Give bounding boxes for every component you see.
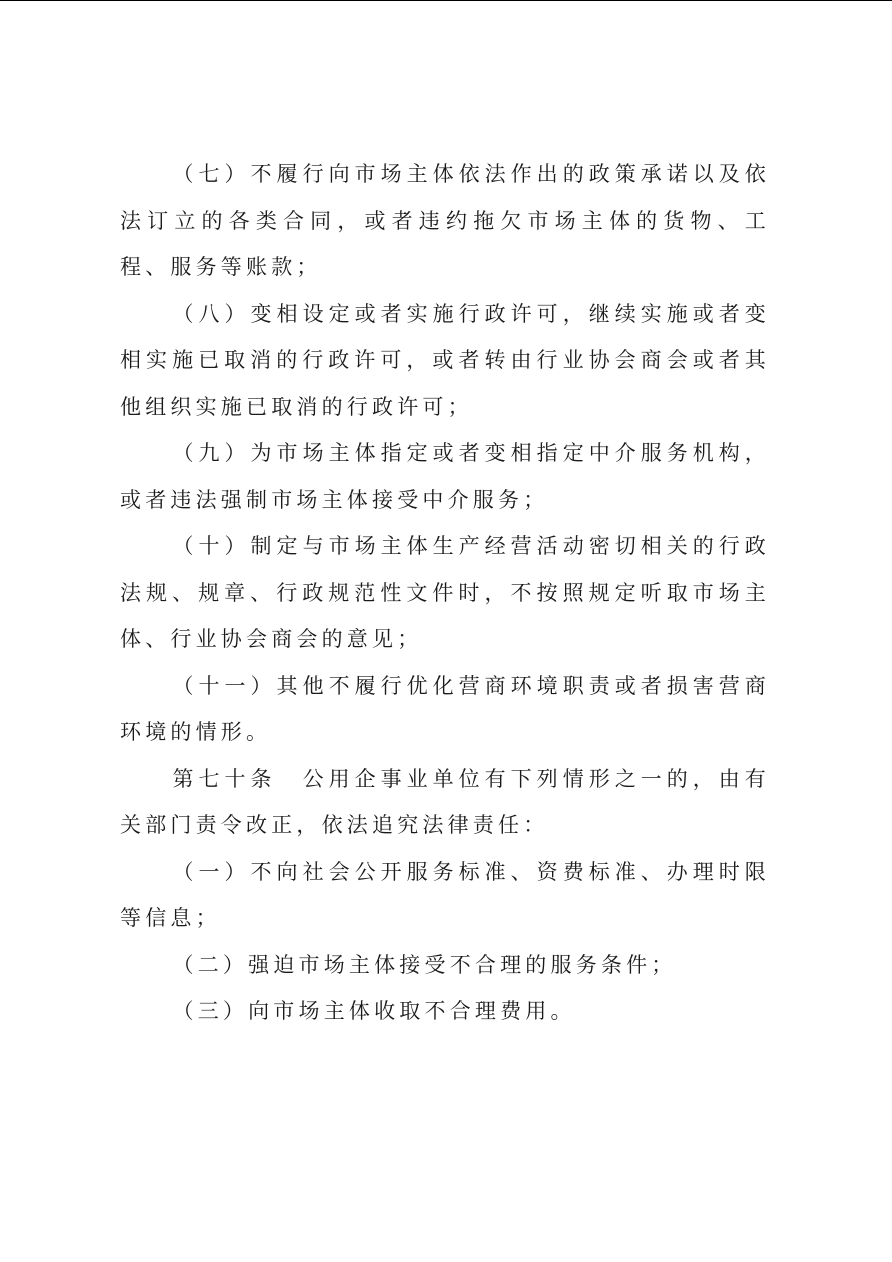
article-70-item-2: （二）强迫市场主体接受不合理的服务条件； (172, 952, 677, 977)
paragraph-item-11: （十一）其他不履行优化营商环境职责或者损害营商环境的情形。 (120, 673, 770, 744)
article-70-item-3: （三）向市场主体收取不合理费用。 (172, 999, 576, 1023)
paragraph-item-8: （八）变相设定或者实施行政许可，继续实施或者变相实施已取消的行政许可，或者转由行业协会商会或者其他组织实施已取消的行政许可； (120, 301, 770, 419)
paragraph-item-10: （十）制定与市场主体生产经营活动密切相关的行政法规、规章、行政规范性文件时，不按照规定听取市场主体、行业协会商会的意见； (120, 534, 770, 651)
article-70-heading: 第七十条 公用企事业单位有下列情形之一的，由有关部门责令改正，依法追究法律责任： (120, 766, 770, 837)
paragraph-item-9: （九）为市场主体指定或者变相指定中介服务机构，或者违法强制市场主体接受中介服务； (120, 441, 770, 512)
document-body (120, 151, 770, 1035)
article-70-item-1: （一）不向社会公开服务标准、资费标准、办理时限等信息； (120, 859, 770, 930)
paragraph-item-7: （七）不履行向市场主体依法作出的政策承诺以及依法订立的各类合同，或者违约拖欠市场主体的货物、工程、服务等账款； (120, 162, 770, 279)
